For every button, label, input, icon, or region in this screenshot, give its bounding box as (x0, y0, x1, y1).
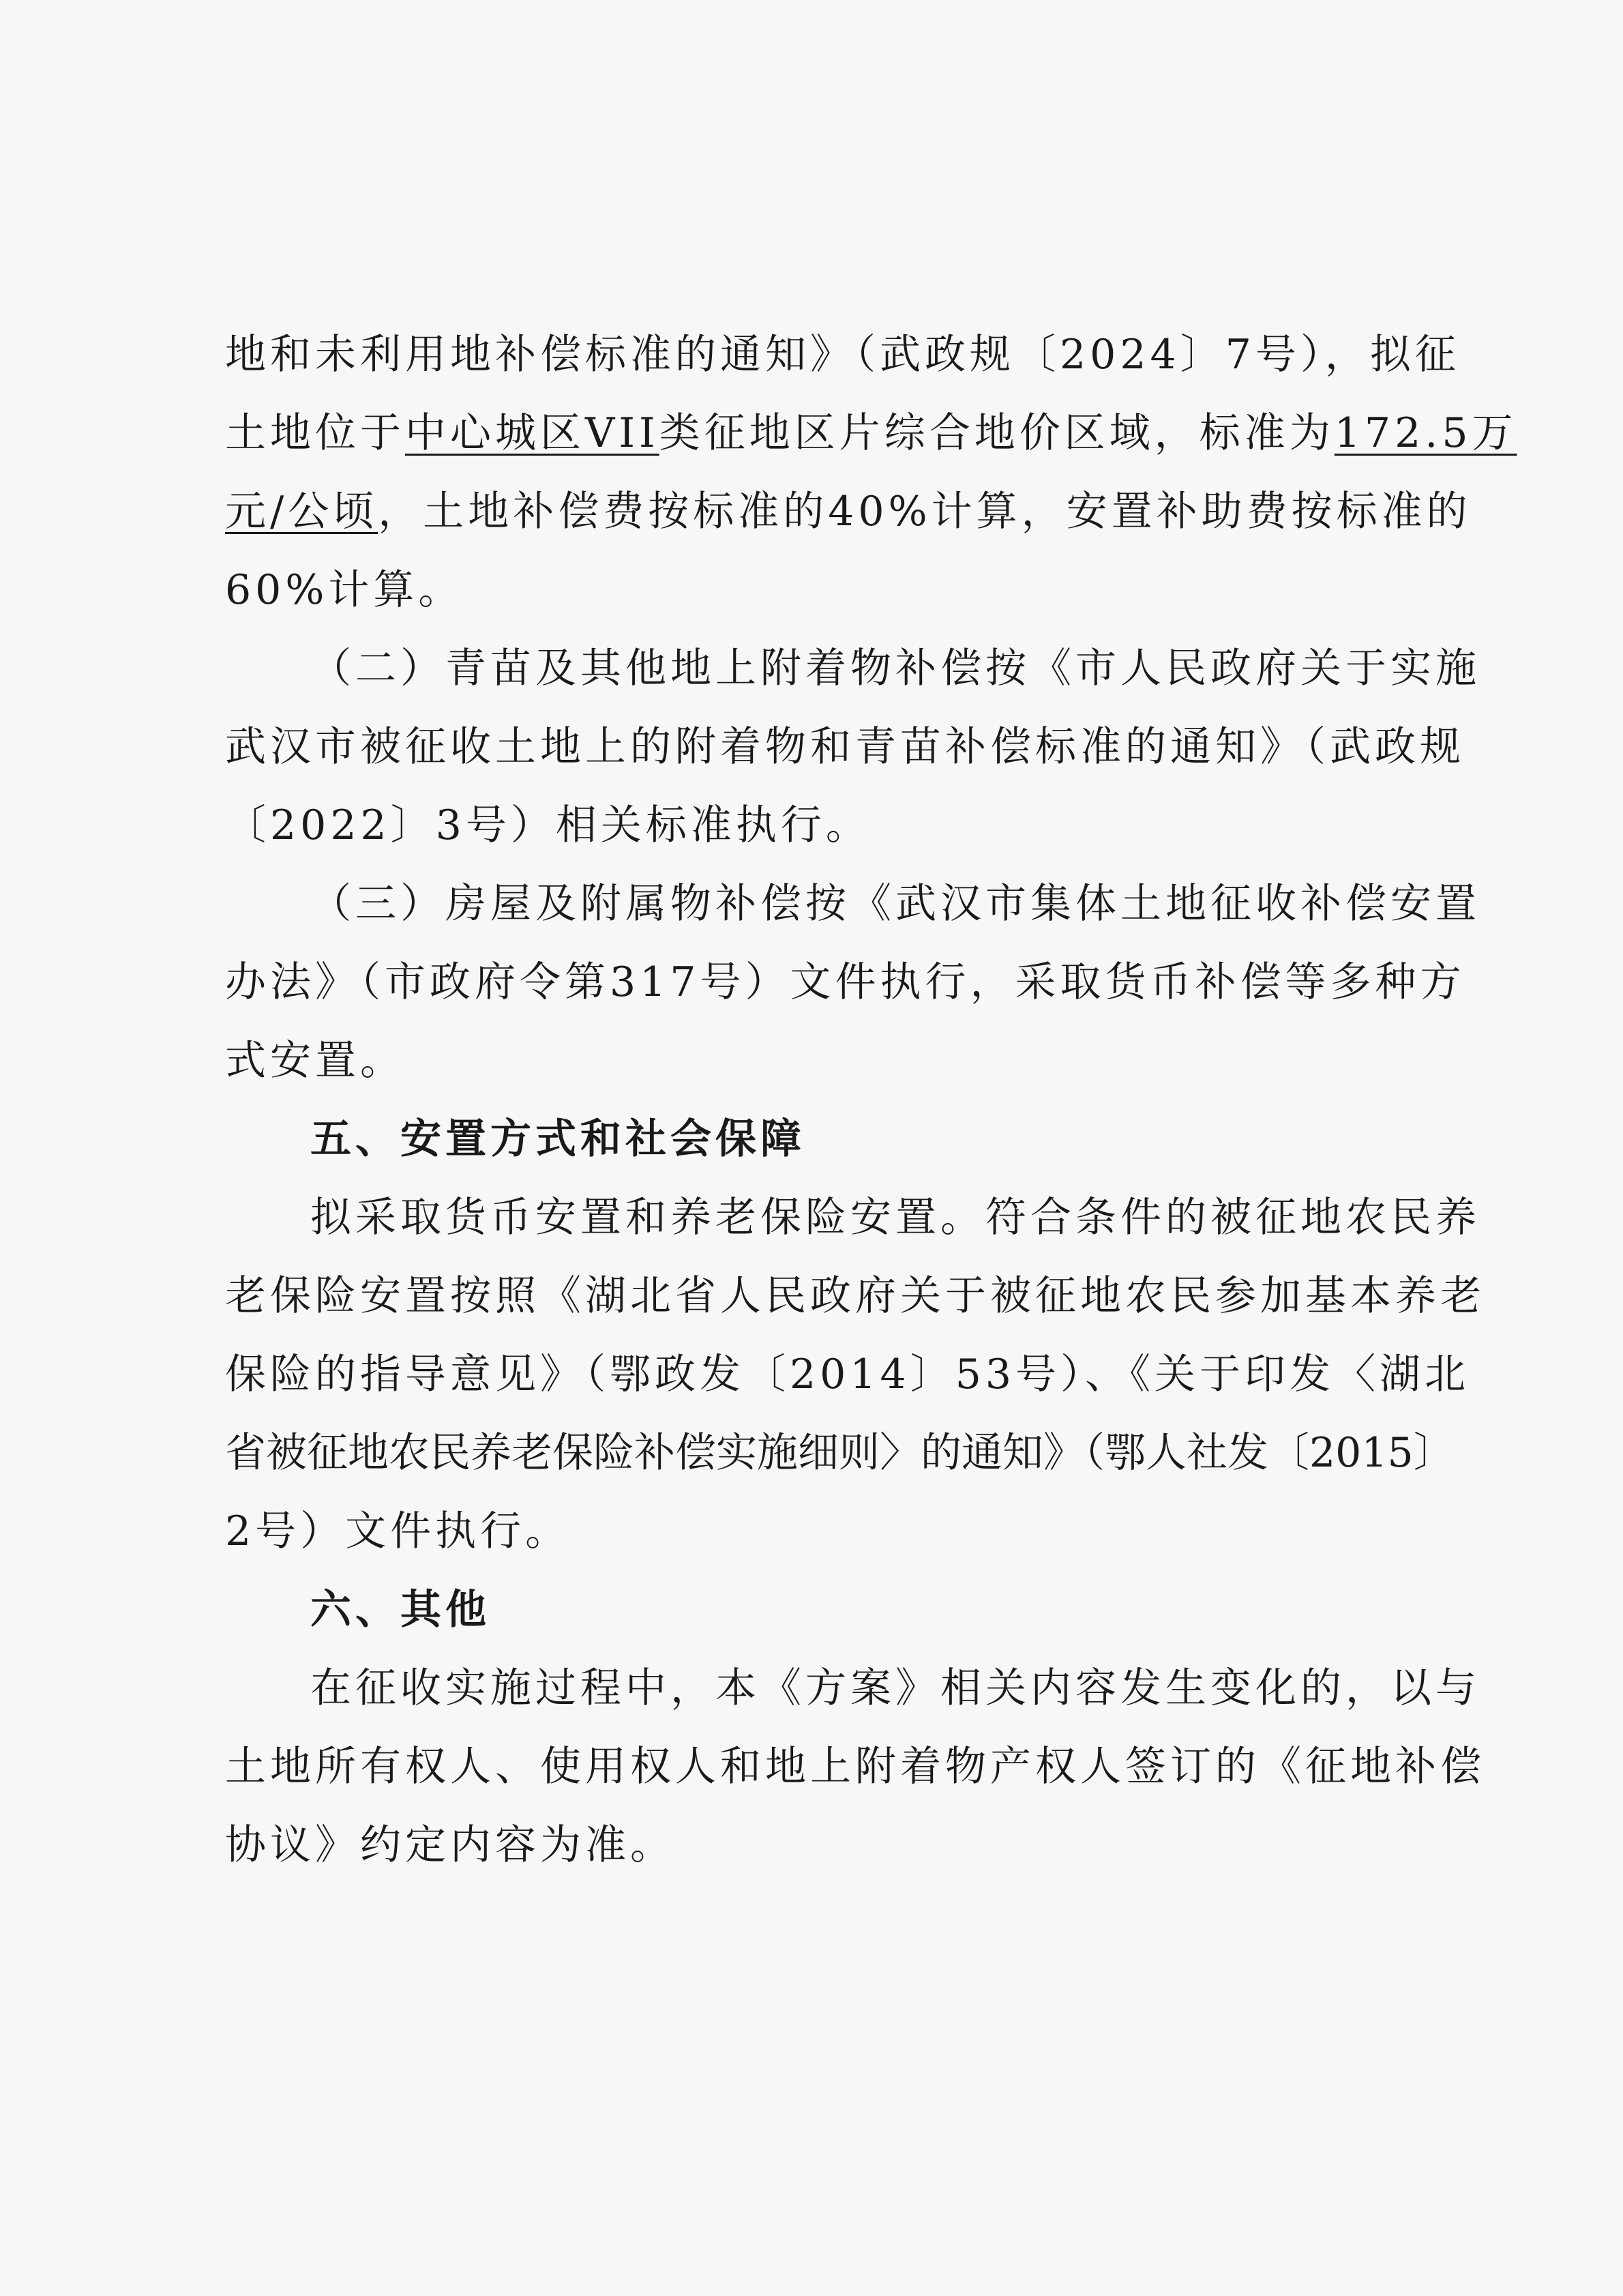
text-segment: 地和未利用地补偿标准的通知》（武政规〔2024〕7号），拟征 (225, 331, 1460, 379)
underlined-text-segment: 元/公顷 (225, 488, 378, 535)
text-segment: 2号）文件执行。 (225, 1507, 571, 1555)
text-segment: 省被征地农民养老保险补偿实施细则〉的通知》（鄂人社发〔2015〕 (225, 1429, 1455, 1477)
text-segment: 协议》约定内容为准。 (225, 1821, 675, 1869)
text-segment: ，土地补偿费按标准的40%计算，安置补助费按标准的 (378, 488, 1472, 535)
text-segment: 土地所有权人、使用权人和地上附着物产权人签订的《征地补偿 (225, 1743, 1485, 1791)
heading-text: 五、安置方式和社会保障 (310, 1115, 805, 1163)
underlined-text-segment: 172.5万 (1334, 409, 1517, 457)
text-line (225, 563, 1432, 617)
text-segment: 〔2022〕3号）相关标准执行。 (225, 801, 871, 849)
text-segment: 保险的指导意见》（鄂政发〔2014〕53号）、《关于印发〈湖北 (225, 1351, 1470, 1398)
underlined-text-segment: 中心城区VII (405, 409, 659, 457)
text-line (225, 327, 1460, 382)
paragraph-first-line (310, 641, 1480, 696)
heading-text: 六、其他 (310, 1586, 490, 1634)
text-segment: 式安置。 (225, 1037, 405, 1085)
text-line (225, 720, 1465, 774)
paragraph-first-line (310, 1190, 1480, 1245)
text-segment: 土地位于 (225, 409, 405, 457)
text-line (225, 798, 1432, 853)
text-segment: 60%计算。 (225, 566, 464, 614)
text-segment: 武汉市被征收土地上的附着物和青苗补偿标准的通知》（武政规 (225, 723, 1465, 771)
text-line (225, 1739, 1485, 1794)
text-line (225, 1269, 1485, 1323)
section-heading (310, 1112, 1517, 1166)
text-line (225, 484, 1472, 539)
paragraph-first-line (310, 1661, 1480, 1716)
text-line (225, 1426, 1455, 1480)
text-line (225, 1033, 1432, 1088)
text-segment: （二）青苗及其他地上附着物补偿按《市人民政府关于实施 (310, 645, 1480, 692)
text-segment: 办法》（市政府令第317号）文件执行，采取货币补偿等多种方 (225, 958, 1465, 1006)
text-line (225, 1504, 1432, 1559)
text-segment: 老保险安置按照《湖北省人民政府关于被征地农民参加基本养老 (225, 1272, 1485, 1320)
text-segment: （三）房屋及附属物补偿按《武汉市集体土地征收补偿安置 (310, 880, 1480, 928)
text-segment: 拟采取货币安置和养老保险安置。符合条件的被征地农民养 (310, 1194, 1480, 1241)
paragraph-first-line (310, 877, 1480, 931)
section-heading (310, 1583, 1517, 1637)
text-segment: 类征地区片综合地价区域，标准为 (659, 409, 1335, 457)
text-segment: 在征收实施过程中，本《方案》相关内容发生变化的，以与 (310, 1664, 1480, 1712)
text-line (225, 955, 1465, 1010)
text-line (225, 406, 1517, 460)
text-line (225, 1347, 1470, 1402)
text-line (225, 1818, 1432, 1872)
